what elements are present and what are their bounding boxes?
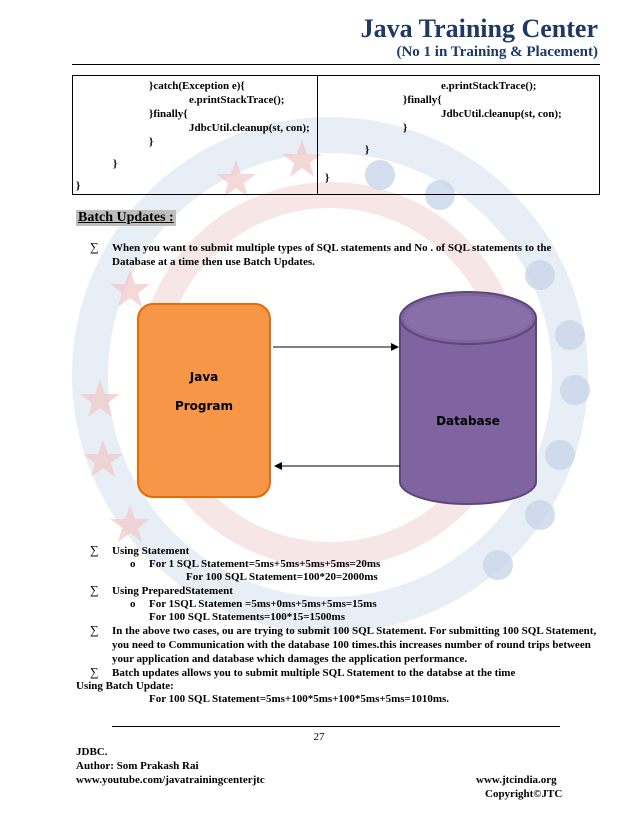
footer-author: Author: Som Prakash Rai: [76, 760, 199, 772]
sub-bullet-symbol: o: [130, 598, 136, 610]
java-label: Java: [189, 370, 219, 384]
code-left-line: }: [113, 158, 118, 170]
footer-divider: [112, 726, 560, 727]
code-left-line: }catch(Exception e){: [149, 80, 245, 92]
code-left-line: }: [149, 136, 154, 148]
bullet-using-statement: Using Statement: [112, 545, 190, 557]
prepared-single-cost: For 1SQL Statemen =5ms+0ms+5ms+5ms=15ms: [149, 598, 377, 610]
bullet-symbol: ∑: [90, 543, 99, 557]
statement-100-cost: For 100 SQL Statement=100*20=2000ms: [186, 571, 378, 583]
code-right-line: }: [365, 144, 370, 156]
code-right-line: e.printStackTrace();: [441, 80, 537, 92]
code-right-line: JdbcUtil.cleanup(st, con);: [441, 108, 562, 120]
prepared-100-cost: For 100 SQL Statements=100*15=1500ms: [149, 611, 345, 623]
header-subtitle: (No 1 in Training & Placement): [396, 44, 598, 60]
code-left-line: }finally{: [149, 108, 188, 120]
code-right-line: }: [325, 172, 330, 184]
footer-website-link[interactable]: www.jtcindia.org: [476, 774, 557, 786]
bullet-symbol: ∑: [90, 240, 99, 254]
intro-text: When you want to submit multiple types of SQL statements and No . of SQL statements to the Database at a time then use Batch Updates.: [112, 242, 552, 268]
section-heading: Batch Updates :: [78, 210, 174, 225]
sub-bullet-symbol: o: [130, 558, 136, 570]
code-right-line: }: [403, 122, 408, 134]
code-right-line: }finally{: [403, 94, 442, 106]
database-label: Database: [436, 414, 500, 428]
footer-copyright: Copyright©JTC: [485, 788, 563, 800]
bullet-symbol: ∑: [90, 665, 99, 679]
footer-youtube-link[interactable]: www.youtube.com/javatrainingcenterjtc: [76, 774, 265, 786]
round-trips-explanation: In the above two cases, ou are trying to submit 100 SQL Statement. For submitting 100 SQL Statement, you need to Communication with the database 100 times.this increases number of round trips between your application and database which damages the application performance.: [112, 625, 597, 665]
page-number: 27: [313, 731, 325, 743]
batch-update-cost: For 100 SQL Statement=5ms+100*5ms+100*5ms+5ms=1010ms.: [149, 693, 450, 705]
footer-topic: JDBC.: [76, 746, 108, 758]
batch-update-label: Using Batch Update:: [76, 680, 174, 692]
bullet-symbol: ∑: [90, 583, 99, 597]
code-left-line: e.printStackTrace();: [189, 94, 285, 106]
statement-single-cost: For 1 SQL Statement=5ms+5ms+5ms+5ms=20ms: [149, 558, 381, 570]
code-left-line: }: [76, 180, 81, 192]
bullet-using-preparedstatement: Using PreparedStatement: [112, 585, 233, 597]
batch-updates-explanation: Batch updates allows you to submit multiple SQL Statement to the databse at the time: [112, 667, 516, 679]
program-label: Program: [174, 399, 234, 413]
bullet-symbol: ∑: [90, 623, 99, 637]
header-title: Java Training Center: [360, 14, 598, 43]
code-left-line: JdbcUtil.cleanup(st, con);: [189, 122, 310, 134]
database-cylinder: [400, 292, 536, 504]
